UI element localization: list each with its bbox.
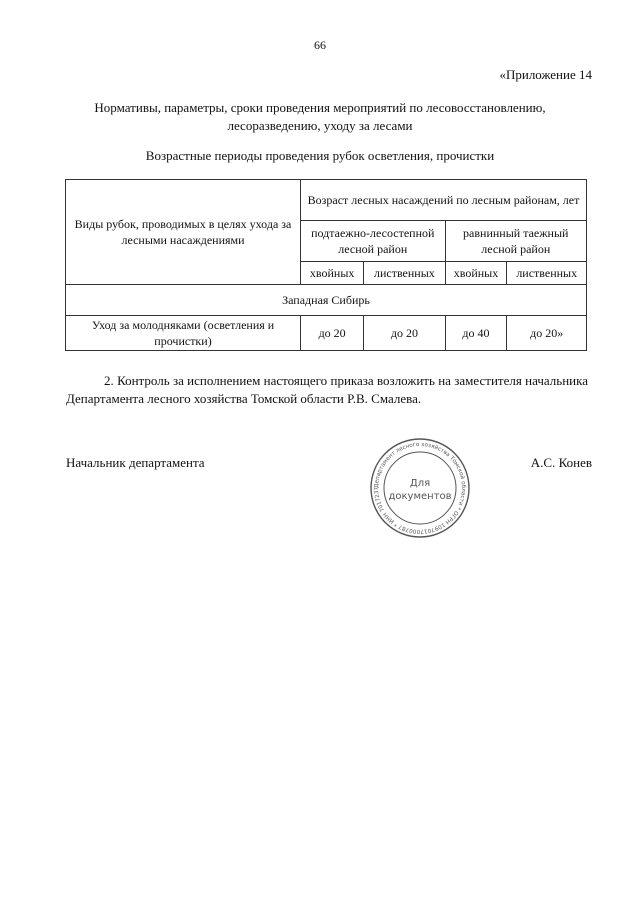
stamp-seal <box>369 437 471 539</box>
header-cutting-types: Виды рубок, проводимых в целях ухода за лесными насаждениями <box>66 180 301 285</box>
stamp-line-2: документов <box>388 491 452 502</box>
control-paragraph <box>66 372 588 408</box>
subheader-deciduous-1: лиственных <box>364 262 445 285</box>
value-cell: до 20» <box>507 316 587 351</box>
value-cell: до 20 <box>364 316 445 351</box>
subheader-coniferous-1: хвойных <box>301 262 364 285</box>
stamp-ring-text: Департамент лесного хозяйства Томской области * ОГРН 1097017000787 * ИНН 7017237 <box>373 441 467 535</box>
paragraph-text: 2. Контроль за исполнением настоящего приказа возложить на заместителя начальника Департамента лесного хозяйства Томской области Р.В. Смалева. <box>66 373 588 406</box>
document-title: Нормативы, параметры, сроки проведения мероприятий по лесовосстановлению, лесоразведению, уходу за лесами <box>94 100 546 133</box>
page-number: 66 <box>314 38 326 52</box>
header-age: Возраст лесных насаждений по лесным районам, лет <box>301 180 587 221</box>
table-row <box>66 316 587 351</box>
header-district-1: подтаежно-лесостепной лесной район <box>301 221 446 262</box>
stamp-line-1: Для <box>409 478 431 489</box>
row-label: Уход за молодняками (осветления и прочистки) <box>66 316 301 351</box>
subheader-deciduous-2: лиственных <box>507 262 587 285</box>
appendix-label: «Приложение 14 <box>499 67 592 82</box>
region-row: Западная Сибирь <box>66 285 587 316</box>
age-periods-table <box>65 179 587 351</box>
value-cell: до 40 <box>445 316 507 351</box>
signatory-name: А.С. Конев <box>530 455 592 470</box>
subheader-coniferous-2: хвойных <box>445 262 507 285</box>
signatory-position: Начальник департамента <box>66 455 205 470</box>
table-subtitle: Возрастные периоды проведения рубок осветления, прочистки <box>145 148 495 163</box>
value-cell: до 20 <box>301 316 364 351</box>
header-district-2: равнинный таежный лесной район <box>445 221 586 262</box>
